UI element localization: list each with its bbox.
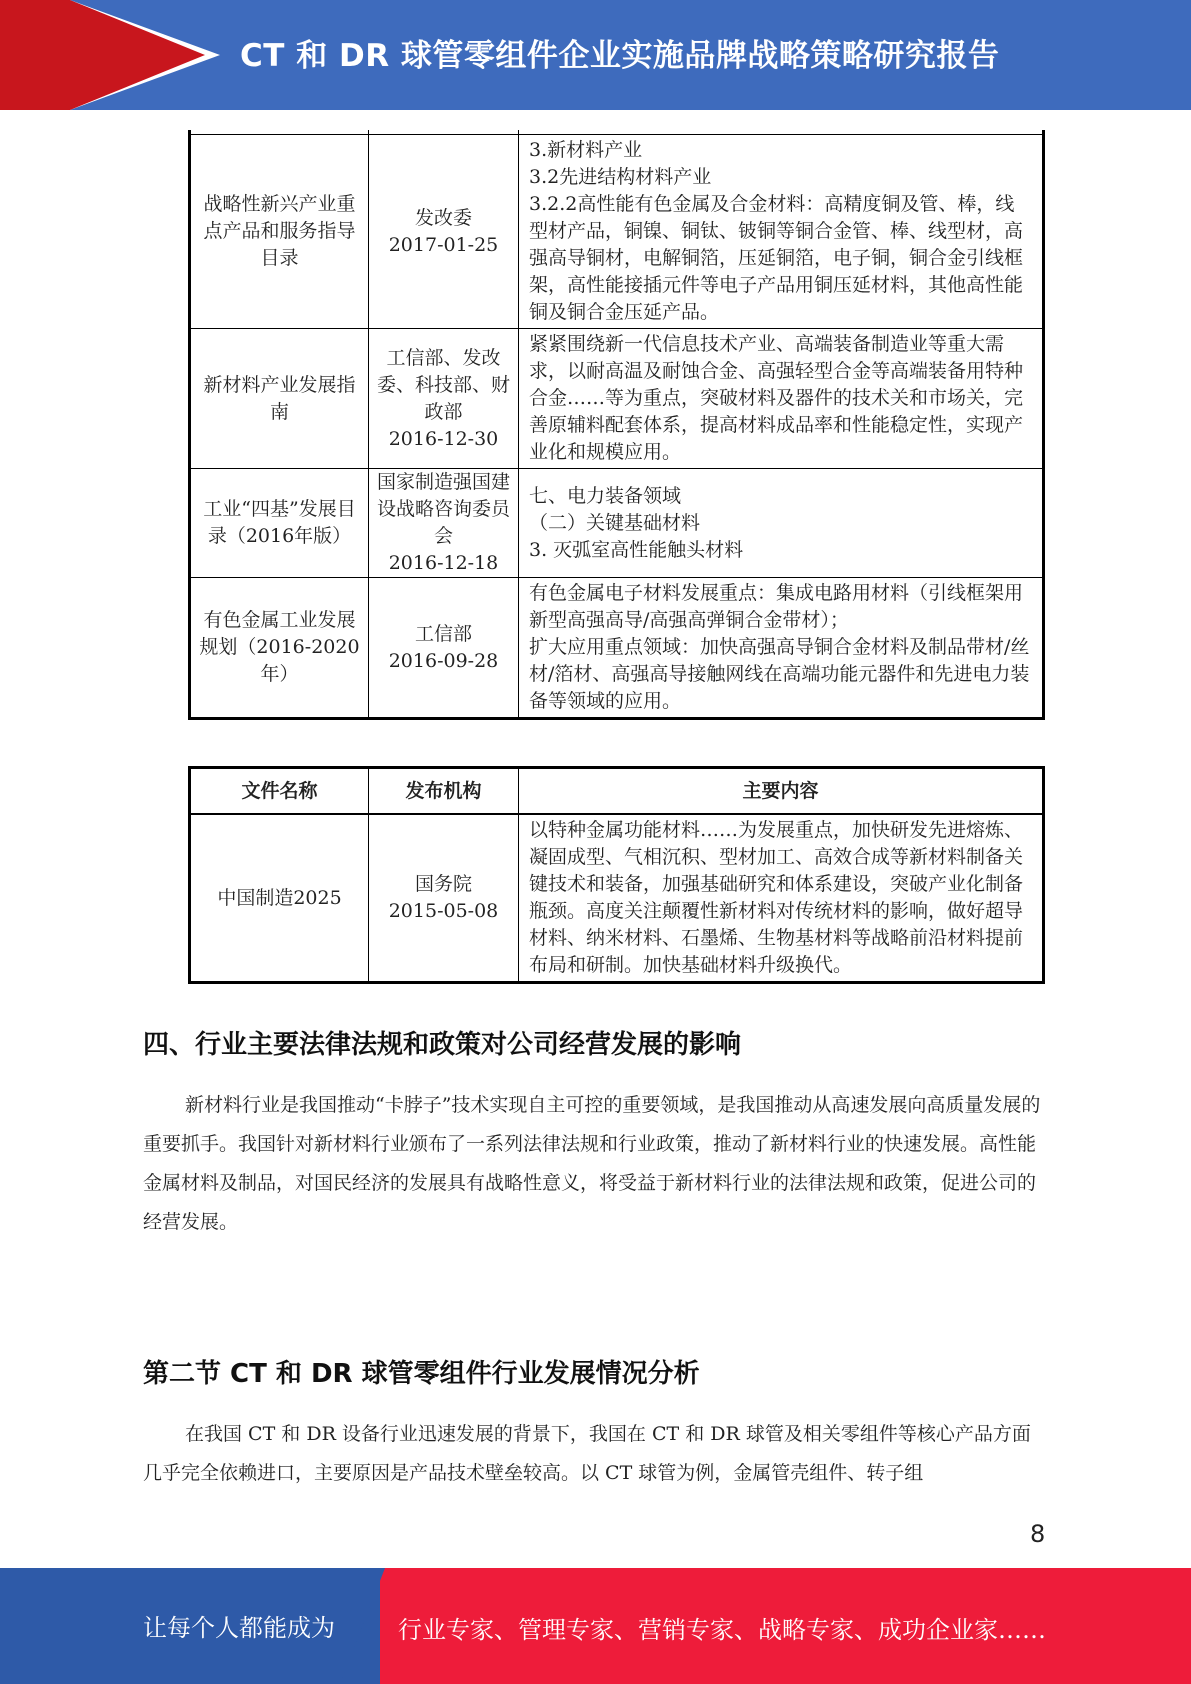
column-header: 发布机构	[369, 768, 519, 815]
issuer: 工信部、发改委、科技部、财政部 2016-12-30	[369, 329, 519, 469]
table-row	[190, 329, 1044, 469]
content: 以特种金属功能材料……为发展重点，加快研发先进熔炼、凝固成型、气相沉积、型材加工、高效合成等新材料制备关键技术和装备，加强基础研究和体系建设，突破产业化制备瓶颈。高度关注颠覆性新材料对传统材料的影响，做好超导材料、纳米材料、石墨烯、生物基材料等战略前沿材料提前布局和研制。加快基础材料升级换代。	[519, 814, 1044, 983]
header-arrow	[70, 0, 205, 110]
policy-table-continued	[188, 130, 1045, 720]
column-header: 文件名称	[190, 768, 369, 815]
issuer: 工信部 2016-09-28	[369, 578, 519, 719]
section-paragraph: 在我国 CT 和 DR 设备行业迅速发展的背景下，我国在 CT 和 DR 球管及相关零组件等核心产品方面几乎完全依赖进口，主要原因是产品技术壁垒较高。以 CT 球管为例，金属管壳组件、转子组	[143, 1423, 1031, 1484]
page-number: 8	[1030, 1520, 1046, 1548]
issuer: 发改委 2017-01-25	[369, 135, 519, 329]
doc-name: 新材料产业发展指南	[190, 329, 369, 469]
footer-slogan-right: 行业专家、管理专家、营销专家、战略专家、成功企业家……	[398, 1616, 1046, 1644]
table-row	[190, 578, 1044, 719]
table-row	[190, 469, 1044, 578]
content: 有色金属电子材料发展重点：集成电路用材料（引线框架用新型高强高导/高强高弹铜合金带材）； 扩大应用重点领域：加快高强高导铜合金材料及制品带材/丝材/箔材、高强高导接触网线在高端功能元器件和先进电力装备等领域的应用。	[519, 578, 1044, 719]
content: 紧紧围绕新一代信息技术产业、高端装备制造业等重大需求，以耐高温及耐蚀合金、高强轻型合金等高端装备用特种合金……等为重点，突破材料及器件的技术关和市场关，完善原辅料配套体系，提高材料成品率和性能稳定性，实现产业化和规模应用。	[519, 329, 1044, 469]
issuer: 国务院 2015-05-08	[369, 814, 519, 983]
doc-name: 战略性新兴产业重点产品和服务指导目录	[190, 135, 369, 329]
policy-table	[188, 766, 1045, 984]
header-title: CT 和 DR 球管零组件企业实施品牌战略策略研究报告	[240, 38, 1000, 74]
content: 七、电力装备领域 （二）关键基础材料 3. 灭弧室高性能触头材料	[519, 469, 1044, 578]
page-header	[0, 0, 1191, 110]
section-heading: 四、行业主要法律法规和政策对公司经营发展的影响	[143, 1030, 742, 1060]
header-red-block	[0, 0, 70, 110]
footer-slogan-left: 让每个人都能成为	[143, 1614, 335, 1642]
content: 3.新材料产业 3.2先进结构材料产业 3.2.2高性能有色金属及合金材料：高精度铜及管、棒，线型材产品，铜镍、铜钛、铍铜等铜合金管、棒、线型材，高强高导铜材，电解铜箔，压延铜箔，电子铜，铜合金引线框架，高性能接插元件等电子产品用铜压延材料，其他高性能铜及铜合金压延产品。	[519, 135, 1044, 329]
column-header: 主要内容	[519, 768, 1044, 815]
section-paragraph: 新材料行业是我国推动“卡脖子”技术实现自主可控的重要领域，是我国推动从高速发展向高质量发展的重要抓手。我国针对新材料行业颁布了一系列法律法规和行业政策，推动了新材料行业的快速发展。高性能金属材料及制品，对国民经济的发展具有战略性意义，将受益于新材料行业的法律法规和政策，促进公司的经营发展。	[143, 1094, 1041, 1233]
doc-name: 工业“四基”发展目录（2016年版）	[190, 469, 369, 578]
issuer: 国家制造强国建设战略咨询委员会 2016-12-18	[369, 469, 519, 578]
doc-name: 中国制造2025	[190, 814, 369, 983]
table-row	[190, 135, 1044, 329]
section-heading: 第二节 CT 和 DR 球管零组件行业发展情况分析	[143, 1359, 700, 1389]
doc-name: 有色金属工业发展规划（2016-2020年）	[190, 578, 369, 719]
footer-slant	[340, 1568, 385, 1684]
page-footer	[0, 1568, 1191, 1684]
table-header-row	[190, 768, 1044, 815]
table-row	[190, 814, 1044, 983]
